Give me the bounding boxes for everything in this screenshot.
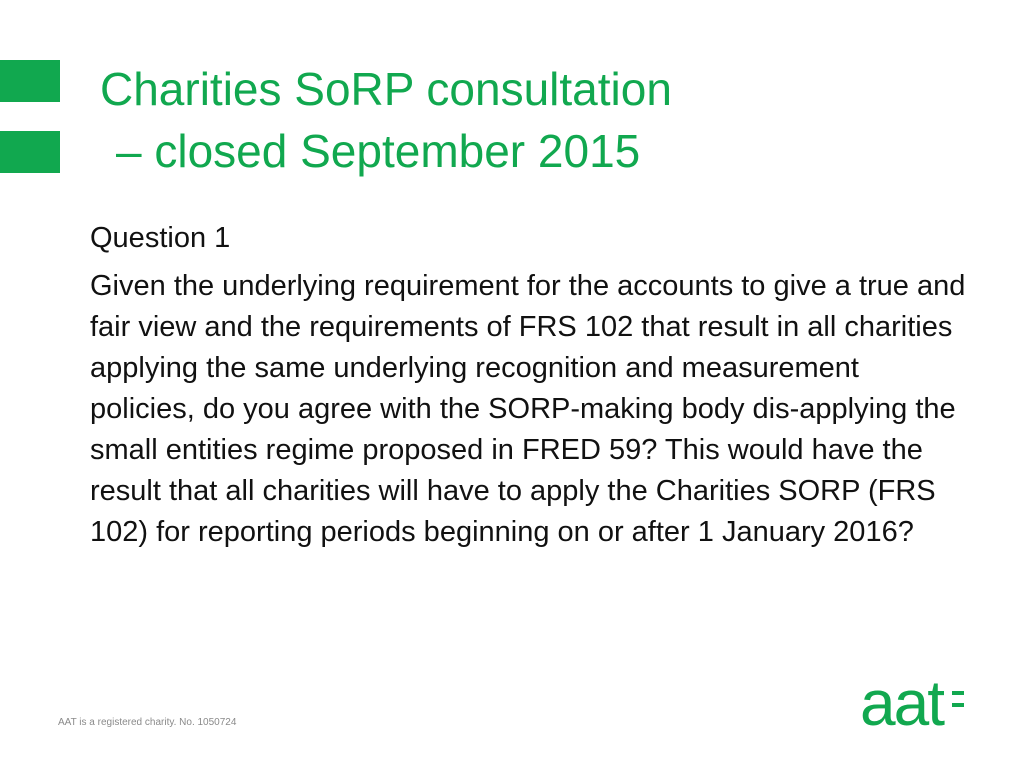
aat-logo-text: aat — [860, 672, 943, 730]
slide-title — [100, 58, 980, 182]
accent-bar-top — [0, 60, 60, 102]
question-heading: Question 1 — [90, 222, 231, 254]
aat-logo — [860, 672, 966, 730]
slide-content — [90, 218, 970, 553]
slide-title-line-2: – closed September 2015 — [116, 125, 641, 177]
question-body: Given the underlying requirement for the accounts to give a true and fair view and the requirements of FRS 102 that result in all charities applying the same underlying recognition and measurement policies, do you agree with the SORP-making body dis-applying the small entities regime proposed in FRED 59? This would have the result that all charities will have to apply the Charities SORP (FRS 102) for reporting periods beginning on or after 1 January 2016? — [90, 270, 966, 548]
accent-bar-bottom — [0, 131, 60, 173]
charity-registration-note: AAT is a registered charity. No. 1050724 — [58, 717, 237, 728]
slide-title-line-1: Charities SoRP consultation — [100, 63, 672, 115]
